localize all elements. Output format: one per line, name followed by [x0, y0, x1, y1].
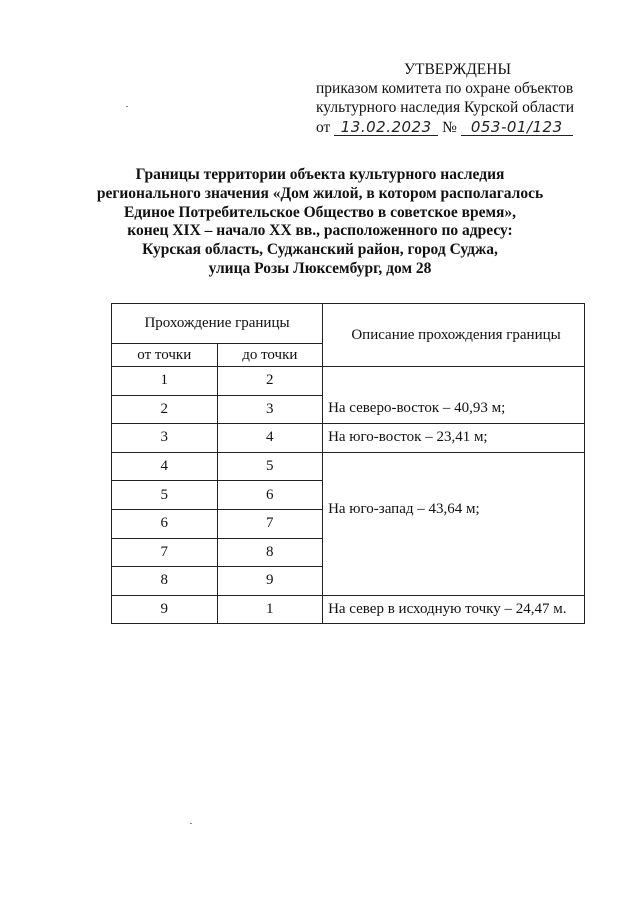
cell-from: 6	[112, 509, 218, 538]
cell-from: 8	[112, 567, 218, 596]
cell-from: 2	[112, 395, 218, 424]
table-row	[112, 367, 585, 396]
table-header-row	[112, 304, 585, 344]
cell-from: 4	[112, 452, 218, 481]
cell-from: 3	[112, 424, 218, 453]
approval-date: 13.02.2023	[334, 119, 438, 136]
approval-line-2: культурного наследия Курской области	[316, 99, 574, 116]
cell-to: 3	[217, 395, 323, 424]
heading-line-3: Единое Потребительское Общество в советское время»,	[123, 203, 517, 221]
cell-to: 6	[217, 481, 323, 510]
cell-from: 5	[112, 481, 218, 510]
approval-number-label: №	[442, 119, 457, 136]
heading-line-5: Курская область, Суджанский район, город Суджа,	[142, 241, 498, 259]
document-heading	[90, 166, 550, 279]
header-passage: Прохождение границы	[112, 304, 323, 344]
approval-date-number-line	[316, 118, 616, 137]
header-from: от точки	[112, 344, 218, 367]
cell-to: 7	[217, 509, 323, 538]
cell-description: На север в исходную точку – 24,47 м.	[323, 595, 585, 624]
cell-to: 5	[217, 452, 323, 481]
cell-from: 9	[112, 595, 218, 624]
table-row	[112, 452, 585, 481]
approval-block	[316, 60, 616, 137]
cell-from: 7	[112, 538, 218, 567]
table-row	[112, 424, 585, 453]
header-description: Описание прохождения границы	[323, 304, 585, 367]
heading-line-4: конец XIX – начало XX вв., расположенного по адресу:	[127, 222, 513, 240]
cell-to: 9	[217, 567, 323, 596]
scan-speck	[190, 823, 192, 824]
cell-description: На северо-восток – 40,93 м;	[323, 367, 585, 424]
heading-line-6: улица Розы Люксембург, дом 28	[208, 259, 432, 277]
cell-description: На юго-запад – 43,64 м;	[323, 452, 585, 595]
cell-to: 2	[217, 367, 323, 396]
boundary-table	[111, 303, 585, 624]
header-to: до точки	[217, 344, 323, 367]
heading-line-1: Границы территории объекта культурного наследия	[135, 166, 505, 183]
approval-from-label: от	[316, 119, 331, 136]
scan-speck	[126, 106, 128, 107]
heading-line-2: регионального значения «Дом жилой, в котором располагалось	[96, 184, 544, 202]
cell-to: 4	[217, 424, 323, 453]
approval-number: 053-01/123	[461, 119, 573, 136]
table-row	[112, 595, 585, 624]
cell-to: 8	[217, 538, 323, 567]
cell-to: 1	[217, 595, 323, 624]
approval-title: УТВЕРЖДЕНЫ	[404, 61, 511, 78]
approval-line-1: приказом комитета по охране объектов	[316, 80, 574, 97]
cell-description: На юго-восток – 23,41 м;	[323, 424, 585, 453]
cell-from: 1	[112, 367, 218, 396]
